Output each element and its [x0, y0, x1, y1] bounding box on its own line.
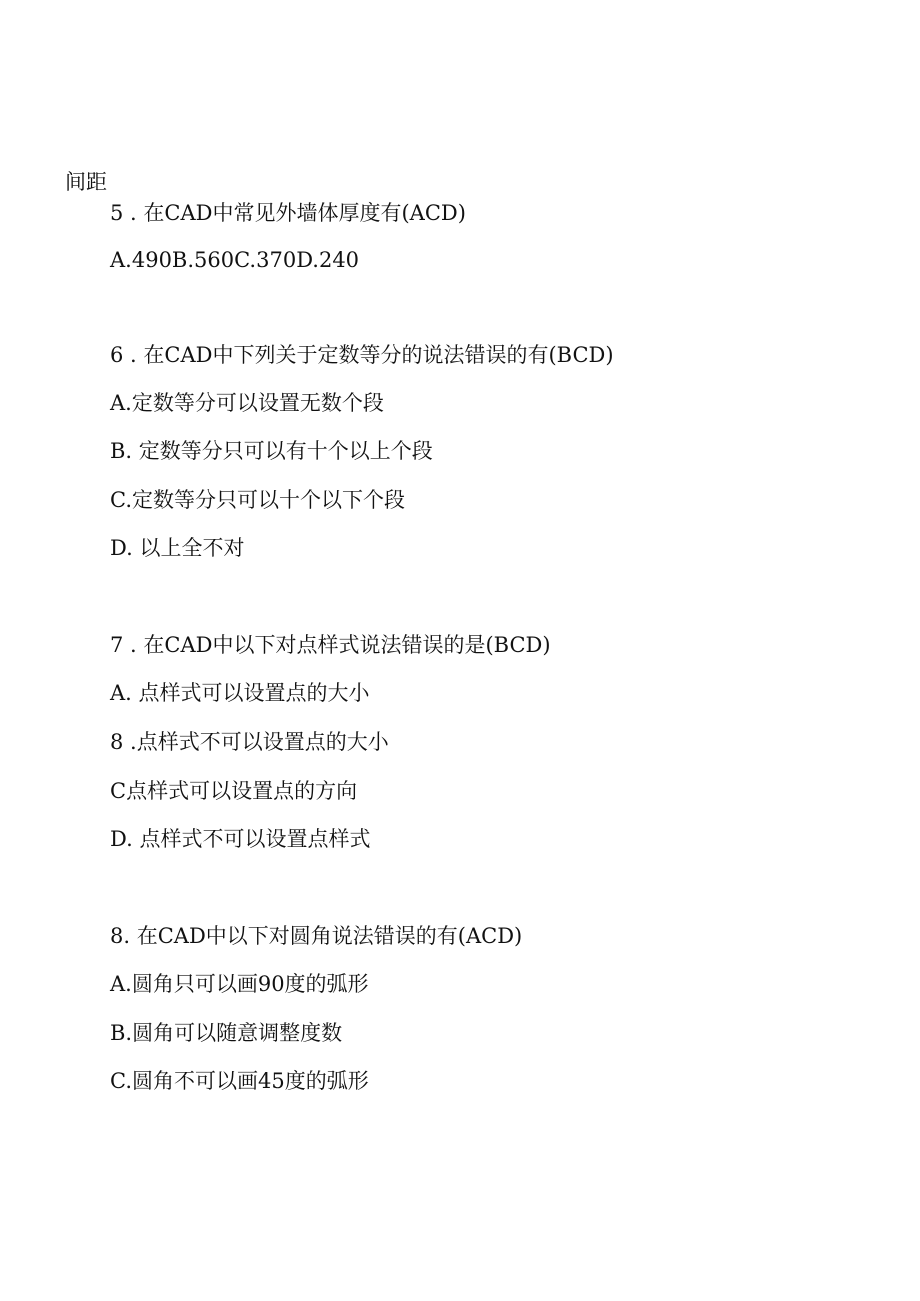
question-7-option-c: C点样式可以设置点的方向: [110, 779, 358, 803]
question-8-option-b: B.圆角可以随意调整度数: [110, 1021, 343, 1045]
question-7-title: 7 . 在CAD中以下对点样式说法错误的是(BCD): [110, 633, 551, 657]
question-6-title: 6 . 在CAD中下列关于定数等分的说法错误的有(BCD): [110, 343, 614, 367]
question-8-option-a: A.圆角只可以画90度的弧形: [110, 972, 369, 996]
question-8-option-c: C.圆角不可以画45度的弧形: [110, 1069, 369, 1093]
carryover-text: 间距: [65, 170, 107, 194]
question-8-title: 8. 在CAD中以下对圆角说法错误的有(ACD): [110, 924, 523, 948]
question-5-option-a: A.490B.560C.370D.240: [110, 248, 360, 272]
question-6-option-d: D. 以上全不对: [110, 536, 245, 560]
question-7-option-b: 8 .点样式不可以设置点的大小: [110, 730, 389, 754]
question-6-option-a: A.定数等分可以设置无数个段: [110, 391, 384, 415]
question-7-option-d: D. 点样式不可以设置点样式: [110, 827, 371, 851]
question-6-option-c: C.定数等分只可以十个以下个段: [110, 488, 405, 512]
question-7-option-a: A. 点样式可以设置点的大小: [110, 681, 370, 705]
question-6-option-b: B. 定数等分只可以有十个以上个段: [110, 439, 433, 463]
question-5-title: 5 . 在CAD中常见外墙体厚度有(ACD): [110, 201, 466, 225]
